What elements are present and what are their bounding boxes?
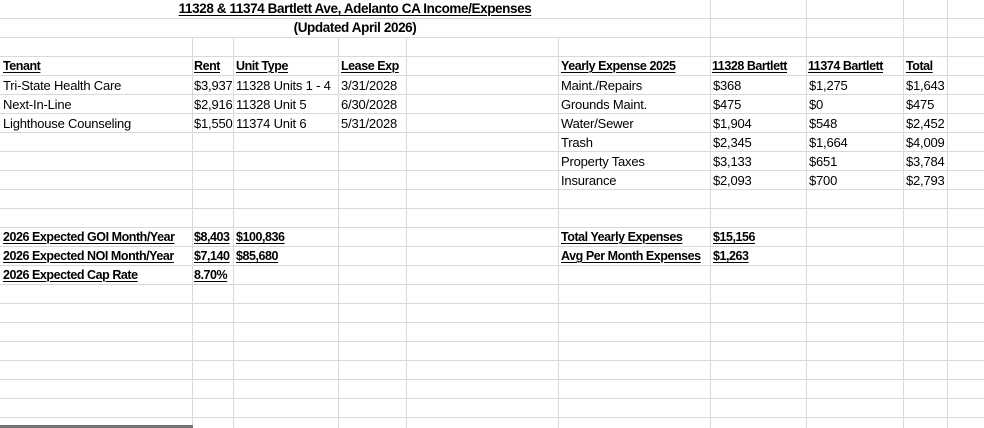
rent-value-cell[interactable]: $1,550 bbox=[194, 116, 233, 131]
expense-11374-cell[interactable]: $700 bbox=[809, 173, 838, 188]
expense-total-cell[interactable]: $475 bbox=[906, 97, 935, 112]
expense-total-cell[interactable]: $3,784 bbox=[906, 154, 945, 169]
expense-11374-cell[interactable]: $548 bbox=[809, 116, 838, 131]
goi-month-cell[interactable]: $8,403 bbox=[194, 230, 230, 244]
title-cell[interactable]: 11328 & 11374 Bartlett Ave, Adelanto CA Income/Expenses bbox=[178, 1, 532, 16]
cap-rate-value-cell[interactable]: 8.70% bbox=[194, 268, 228, 282]
lease-exp-header-cell[interactable]: Lease Exp bbox=[341, 59, 399, 73]
subtitle-cell[interactable]: (Updated April 2026) bbox=[293, 20, 417, 35]
cap-rate-label-cell[interactable]: 2026 Expected Cap Rate bbox=[3, 268, 138, 282]
tenant-name-cell[interactable]: Tri-State Health Care bbox=[3, 78, 122, 93]
bartlett-11374-header-cell[interactable]: 11374 Bartlett bbox=[808, 59, 883, 73]
expense-11374-cell[interactable]: $1,275 bbox=[809, 78, 848, 93]
unit-type-cell[interactable]: 11374 Unit 6 bbox=[236, 116, 307, 131]
lease-exp-cell[interactable]: 6/30/2028 bbox=[341, 97, 398, 112]
total-yearly-expenses-value-cell[interactable]: $15,156 bbox=[713, 230, 756, 244]
noi-label-cell[interactable]: 2026 Expected NOI Month/Year bbox=[3, 249, 174, 263]
goi-year-cell[interactable]: $100,836 bbox=[236, 230, 285, 244]
tenant-header-cell[interactable]: Tenant bbox=[3, 59, 41, 73]
rent-header-cell[interactable]: Rent bbox=[194, 59, 220, 73]
expense-11328-cell[interactable]: $2,345 bbox=[713, 135, 752, 150]
expense-11374-cell[interactable]: $651 bbox=[809, 154, 838, 169]
expense-name-cell[interactable]: Water/Sewer bbox=[561, 116, 634, 131]
expense-total-cell[interactable]: $2,793 bbox=[906, 173, 945, 188]
expense-11328-cell[interactable]: $3,133 bbox=[713, 154, 752, 169]
total-header-cell[interactable]: Total bbox=[906, 59, 933, 73]
rent-value-cell[interactable]: $3,937 bbox=[194, 78, 233, 93]
tenant-name-cell[interactable]: Next-In-Line bbox=[3, 97, 72, 112]
expense-11328-cell[interactable]: $475 bbox=[713, 97, 742, 112]
yearly-expense-header-cell[interactable]: Yearly Expense 2025 bbox=[561, 59, 676, 73]
goi-label-cell[interactable]: 2026 Expected GOI Month/Year bbox=[3, 230, 175, 244]
expense-name-cell[interactable]: Grounds Maint. bbox=[561, 97, 648, 112]
unit-type-header-cell[interactable]: Unit Type bbox=[236, 59, 288, 73]
expense-name-cell[interactable]: Maint./Repairs bbox=[561, 78, 643, 93]
total-yearly-expenses-label-cell[interactable]: Total Yearly Expenses bbox=[561, 230, 683, 244]
expense-11328-cell[interactable]: $1,904 bbox=[713, 116, 752, 131]
expense-11374-cell[interactable]: $0 bbox=[809, 97, 824, 112]
bartlett-11328-header-cell[interactable]: 11328 Bartlett bbox=[712, 59, 787, 73]
noi-year-cell[interactable]: $85,680 bbox=[236, 249, 279, 263]
expense-total-cell[interactable]: $1,643 bbox=[906, 78, 945, 93]
lease-exp-cell[interactable]: 5/31/2028 bbox=[341, 116, 398, 131]
avg-month-expenses-label-cell[interactable]: Avg Per Month Expenses bbox=[561, 249, 701, 263]
expense-11328-cell[interactable]: $368 bbox=[713, 78, 742, 93]
rent-value-cell[interactable]: $2,916 bbox=[194, 97, 233, 112]
expense-total-cell[interactable]: $4,009 bbox=[906, 135, 945, 150]
noi-month-cell[interactable]: $7,140 bbox=[194, 249, 230, 263]
tenant-name-cell[interactable]: Lighthouse Counseling bbox=[3, 116, 132, 131]
expense-total-cell[interactable]: $2,452 bbox=[906, 116, 945, 131]
expense-name-cell[interactable]: Insurance bbox=[561, 173, 617, 188]
expense-name-cell[interactable]: Trash bbox=[561, 135, 593, 150]
expense-name-cell[interactable]: Property Taxes bbox=[561, 154, 645, 169]
unit-type-cell[interactable]: 11328 Units 1 - 4 bbox=[236, 78, 331, 93]
avg-month-expenses-value-cell[interactable]: $1,263 bbox=[713, 249, 749, 263]
expense-11328-cell[interactable]: $2,093 bbox=[713, 173, 752, 188]
unit-type-cell[interactable]: 11328 Unit 5 bbox=[236, 97, 307, 112]
lease-exp-cell[interactable]: 3/31/2028 bbox=[341, 78, 398, 93]
expense-11374-cell[interactable]: $1,664 bbox=[809, 135, 848, 150]
